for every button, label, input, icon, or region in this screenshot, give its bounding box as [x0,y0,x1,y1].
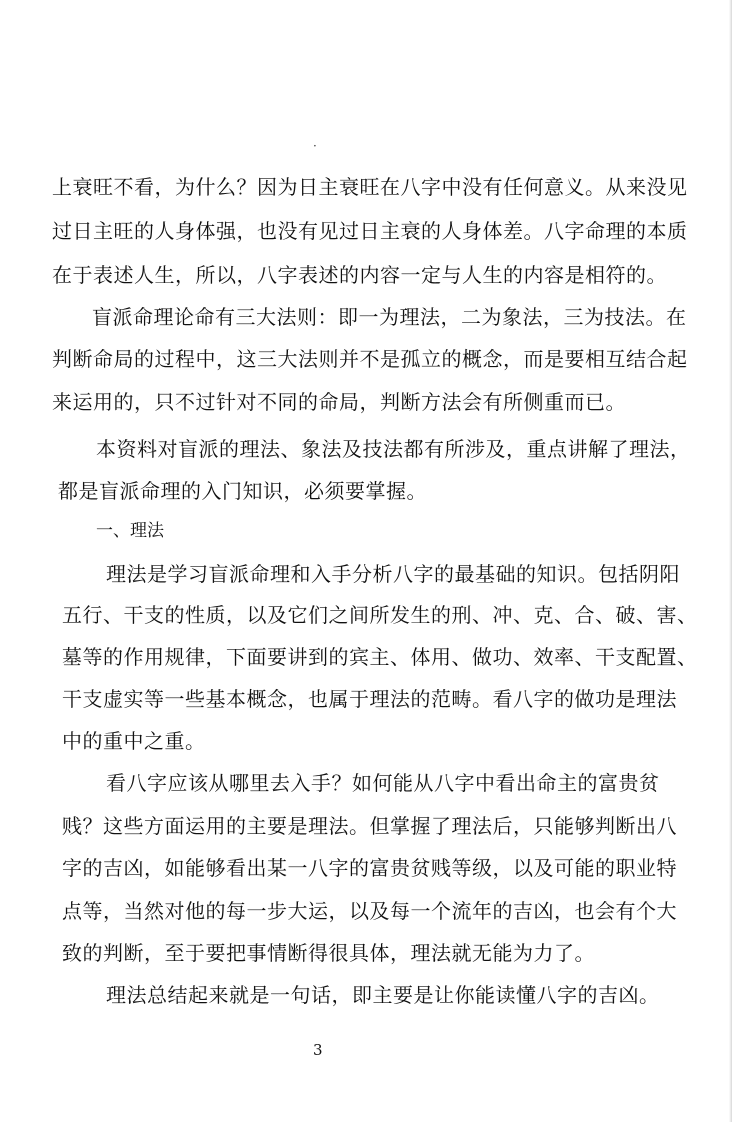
text-line: 五行、干支的性质，以及它们之间所发生的刑、冲、克、合、破、害、 [62,603,698,627]
text-line: 中的重中之重。 [62,729,206,753]
text-line: 干支虚实等一些基本概念，也属于理法的范畴。看八字的做功是理法 [62,687,677,711]
text-line: 都是盲派命理的入门知识，必须要掌握。 [58,479,427,503]
text-line: 致的判断，至于要把事情断得很具体，理法就无能为力了。 [62,941,595,965]
text-line: 理法是学习盲派命理和入手分析八字的最基础的知识。包括阴阳 [106,562,680,586]
text-line: 字的吉凶，如能够看出某一八字的富贵贫贱等级，以及可能的职业特 [62,856,677,880]
text-line: 理法总结起来就是一句话，即主要是让你能读懂八字的吉凶。 [106,983,660,1007]
text-line: 本资料对盲派的理法、象法及技法都有所涉及，重点讲解了理法， [96,437,691,461]
text-line: 过日主旺的人身体强，也没有见过日主衰的人身体差。八字命理的本质 [52,219,688,243]
text-line: 贱？这些方面运用的主要是理法。但掌握了理法后，只能够判断出八 [62,814,677,838]
text-line: 判断命局的过程中，这三大法则并不是孤立的概念，而是要相互结合起 [52,347,688,371]
text-line: 点等，当然对他的每一步大运，以及每一个流年的吉凶，也会有个大 [62,899,677,923]
text-line: 盲派命理论命有三大法则：即一为理法，二为象法，三为技法。在 [92,305,687,329]
text-line: 来运用的，只不过针对不同的命局，判断方法会有所侧重而已。 [52,390,626,414]
section-heading: 一、理法 [96,521,164,541]
page-number: 3 [313,1041,323,1059]
scan-dot: · [313,139,317,153]
text-line: 看八字应该从哪里去入手？如何能从八字中看出命主的富贵贫 [106,771,660,795]
text-line: 在于表述人生，所以，八字表述的内容一定与人生的内容是相符的。 [52,263,667,287]
text-line: 上衰旺不看，为什么？因为日主衰旺在八字中没有任何意义。从来没见 [52,175,688,199]
text-line: 墓等的作用规律，下面要讲到的宾主、体用、做功、效率、干支配置、 [62,645,698,669]
